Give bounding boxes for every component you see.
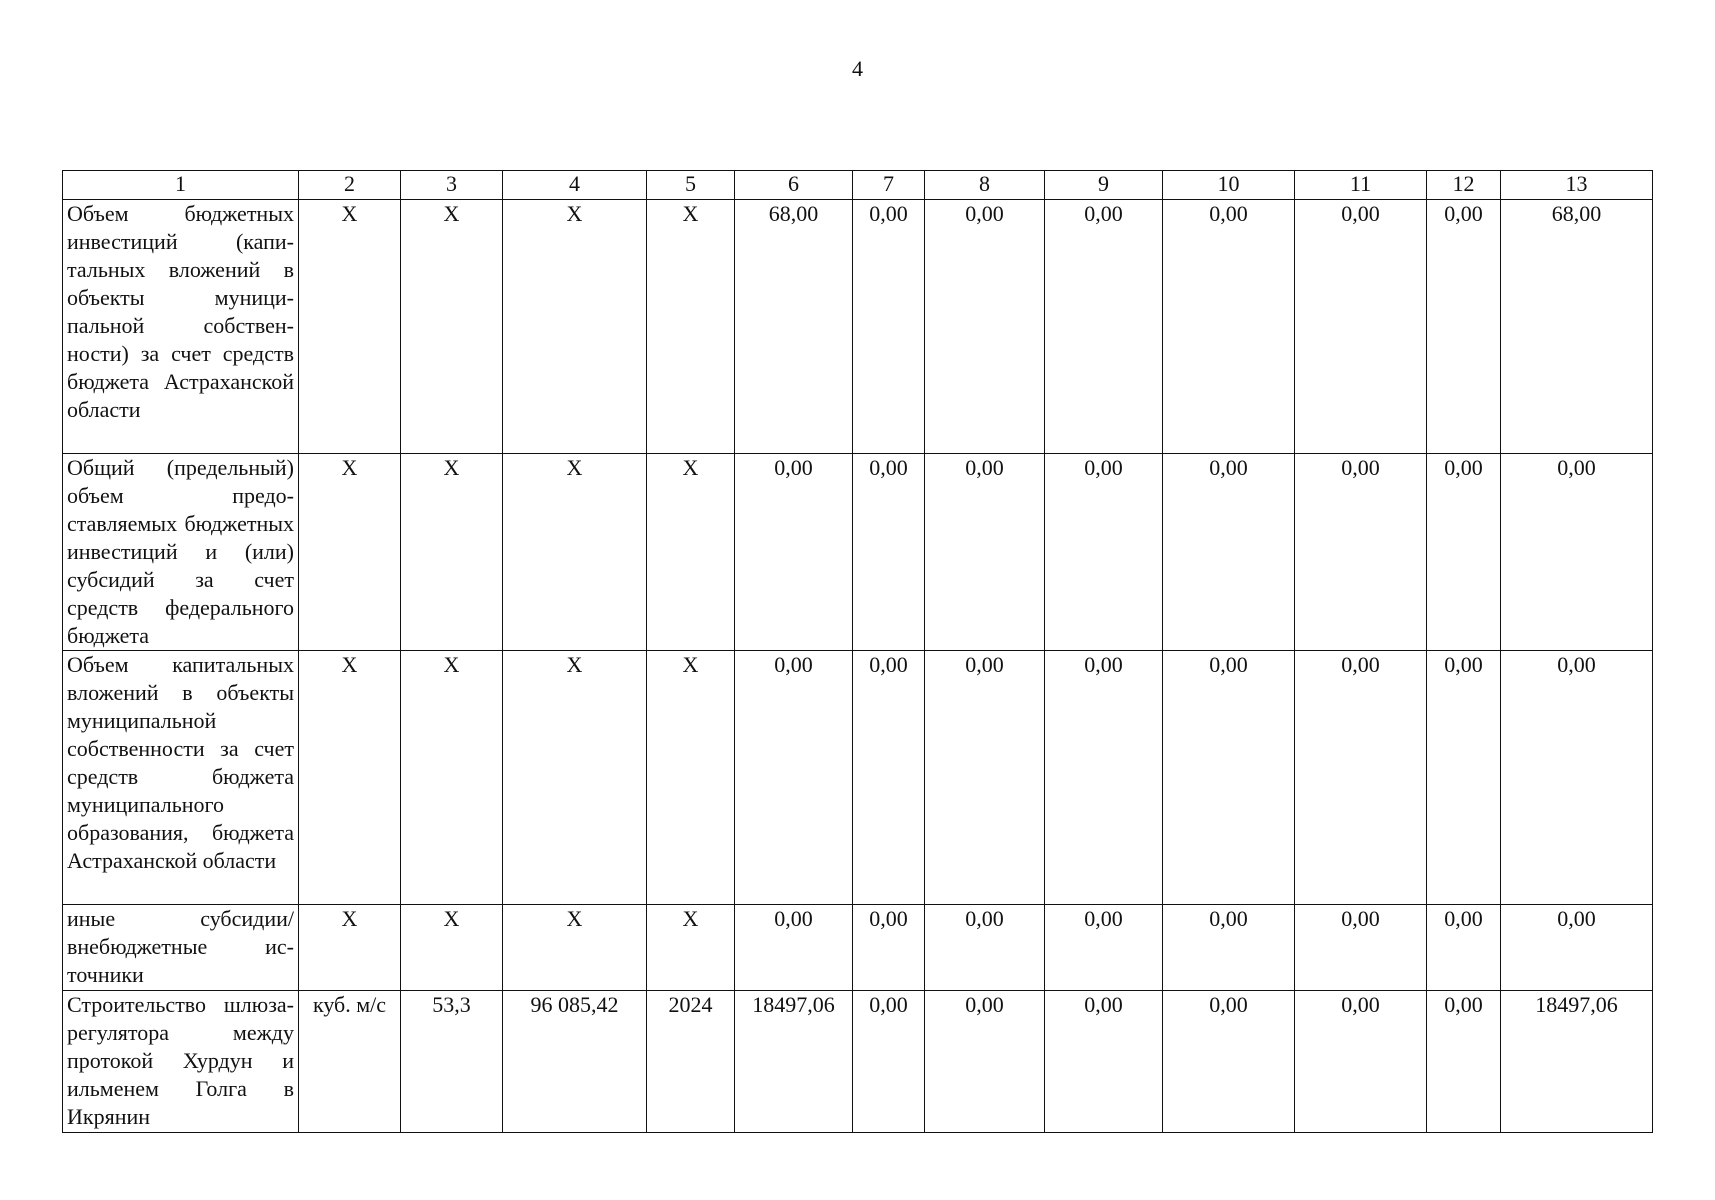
table-cell: 0,00: [1427, 905, 1501, 991]
table-cell: 0,00: [1045, 651, 1163, 905]
table-cell: 0,00: [1295, 200, 1427, 454]
column-header: 7: [853, 171, 925, 200]
table-cell: 0,00: [1427, 200, 1501, 454]
table-cell: 0,00: [853, 991, 925, 1133]
table-cell: 18497,06: [735, 991, 853, 1133]
table-cell: 2024: [647, 991, 735, 1133]
column-header: 9: [1045, 171, 1163, 200]
table-row: [63, 651, 1653, 905]
table-cell: 0,00: [1295, 651, 1427, 905]
table-cell: 0,00: [1163, 200, 1295, 454]
table-cell: 0,00: [853, 200, 925, 454]
row-label: Общий (предельный) объем предоставляемых бюджетных инвестиций и (или) субсидий за счет средств федерального бюджета: [63, 454, 299, 651]
column-header: 3: [401, 171, 503, 200]
column-header: 12: [1427, 171, 1501, 200]
header-row: [63, 171, 1653, 200]
column-header: 13: [1501, 171, 1653, 200]
table-cell: 0,00: [853, 905, 925, 991]
table-cell: X: [647, 905, 735, 991]
table-cell: X: [647, 200, 735, 454]
table-cell: X: [299, 651, 401, 905]
table-cell: 0,00: [1163, 651, 1295, 905]
table-cell: 0,00: [853, 651, 925, 905]
page-number: 4: [852, 56, 863, 81]
table-cell: 0,00: [735, 454, 853, 651]
column-header: 6: [735, 171, 853, 200]
table-cell: 0,00: [1501, 905, 1653, 991]
table-cell: X: [401, 200, 503, 454]
table-cell: 0,00: [1427, 991, 1501, 1133]
table-cell: 68,00: [1501, 200, 1653, 454]
table-cell: куб. м/с: [299, 991, 401, 1133]
table-cell: 0,00: [925, 200, 1045, 454]
table-cell: 0,00: [1045, 991, 1163, 1133]
table-cell: X: [401, 454, 503, 651]
table-cell: 0,00: [1295, 905, 1427, 991]
column-header: 10: [1163, 171, 1295, 200]
table-cell: 18497,06: [1501, 991, 1653, 1133]
column-header: 1: [63, 171, 299, 200]
table-cell: 96 085,42: [503, 991, 647, 1133]
column-header: 11: [1295, 171, 1427, 200]
table-cell: X: [401, 651, 503, 905]
table-cell: 0,00: [925, 905, 1045, 991]
table-cell: 0,00: [1163, 905, 1295, 991]
table-cell: X: [503, 200, 647, 454]
table-cell: X: [299, 905, 401, 991]
table-cell: 0,00: [925, 454, 1045, 651]
table-cell: 0,00: [1427, 651, 1501, 905]
column-header: 8: [925, 171, 1045, 200]
column-header: 4: [503, 171, 647, 200]
table-cell: 0,00: [1427, 454, 1501, 651]
table-row: [63, 200, 1653, 454]
table-cell: 0,00: [853, 454, 925, 651]
table-cell: X: [503, 454, 647, 651]
table-cell: 0,00: [735, 905, 853, 991]
table-cell: 0,00: [1163, 454, 1295, 651]
table-cell: 0,00: [1163, 991, 1295, 1133]
table-cell: 0,00: [1501, 651, 1653, 905]
table-cell: 0,00: [1501, 454, 1653, 651]
row-label: Строительство шлюза-регулятора между протокой Хурдун и ильменем Голга в Икрянин: [63, 991, 299, 1133]
table-row: [63, 454, 1653, 651]
table-cell: X: [503, 905, 647, 991]
budget-table: [62, 170, 1653, 1133]
column-header: 5: [647, 171, 735, 200]
table-cell: 0,00: [1045, 200, 1163, 454]
table-cell: X: [503, 651, 647, 905]
table-cell: X: [647, 651, 735, 905]
table-cell: X: [299, 200, 401, 454]
table-row: [63, 905, 1653, 991]
table-cell: 0,00: [1045, 905, 1163, 991]
table-cell: X: [401, 905, 503, 991]
table-row: [63, 991, 1653, 1133]
table-cell: 0,00: [1295, 991, 1427, 1133]
column-header: 2: [299, 171, 401, 200]
table-cell: 0,00: [1295, 454, 1427, 651]
table-cell: 0,00: [925, 991, 1045, 1133]
table-cell: X: [299, 454, 401, 651]
row-label: Объем капитальных вложений в объекты муниципальной собственности за счет средств бюджета муниципального образования, бюджета Астраханской области: [63, 651, 299, 905]
row-label: Объем бюджетных инвестиций (капитальных вложений в объекты муниципальной собственности) за счет средств бюджета Астраханской области: [63, 200, 299, 454]
table-cell: 0,00: [735, 651, 853, 905]
table-cell: 68,00: [735, 200, 853, 454]
table-cell: 0,00: [1045, 454, 1163, 651]
table-cell: X: [647, 454, 735, 651]
table-cell: 53,3: [401, 991, 503, 1133]
table-cell: 0,00: [925, 651, 1045, 905]
row-label: иные субсидии/ внебюджетные источники: [63, 905, 299, 991]
